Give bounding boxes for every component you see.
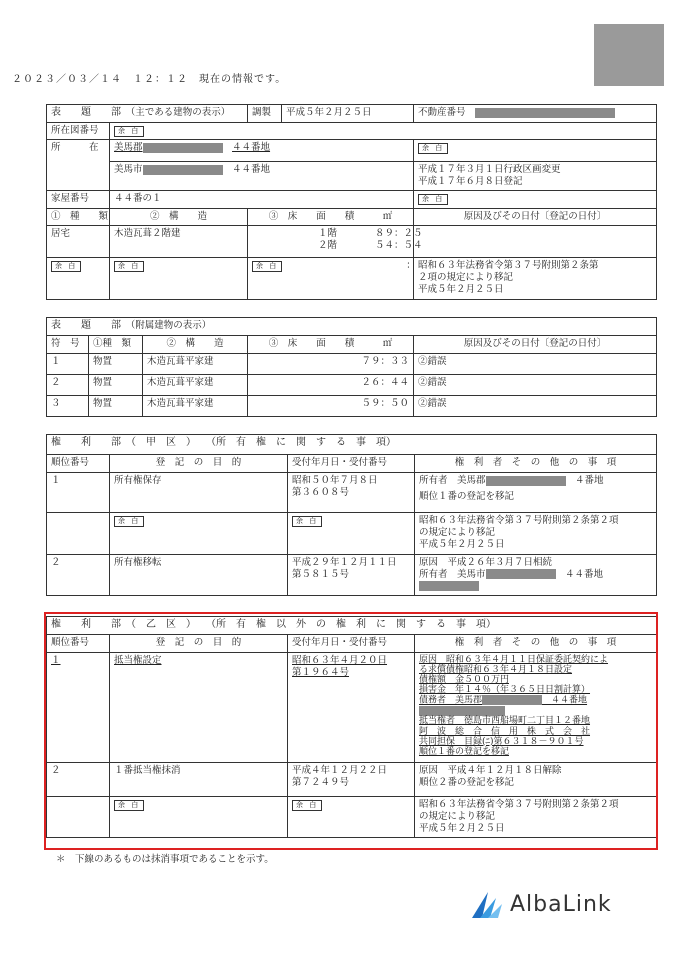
col-genin: 原因及びその日付〔登記の日付〕 bbox=[414, 208, 657, 225]
genin: ②錯誤 bbox=[414, 396, 657, 417]
chosei-date: 平成５年２月２５日 bbox=[282, 105, 414, 123]
shurui: 物置 bbox=[89, 396, 143, 417]
col-yuka: ③ 床 面 積 ㎡ bbox=[248, 336, 414, 354]
area: ７９：３３ bbox=[248, 354, 414, 375]
shozaizu-value: 余 白 bbox=[110, 123, 657, 140]
uketsuke: 余 白 bbox=[288, 797, 415, 838]
shurui: 物置 bbox=[89, 375, 143, 396]
fugo: ３ bbox=[47, 396, 89, 417]
kozo-value: 木造瓦葺２階建 bbox=[110, 225, 248, 257]
uketsuke: 平成４年１２月２２日 第７２４９号 bbox=[288, 763, 415, 797]
kenrisha: 原因 平成２６年３月７日相続 所有者 美馬市 ４４番地 bbox=[415, 555, 657, 596]
kozo: 木造瓦葺平家建 bbox=[143, 375, 248, 396]
juni: ２ bbox=[47, 555, 110, 596]
kou-table bbox=[46, 434, 657, 596]
mokuteki: 所有権移転 bbox=[110, 555, 288, 596]
hyodai-table bbox=[46, 104, 657, 300]
chosei-label: 調製 bbox=[248, 105, 282, 123]
mokuteki: 抵当権設定 bbox=[110, 653, 288, 763]
col-shurui: ① 種 類 bbox=[47, 208, 110, 225]
fuzoku-table bbox=[46, 317, 657, 417]
mokuteki: 所有権保存 bbox=[110, 473, 288, 513]
fugo: １ bbox=[47, 354, 89, 375]
juni: ２ bbox=[47, 763, 110, 797]
col-shurui: ①種 類 bbox=[89, 336, 143, 354]
juni: １ bbox=[47, 653, 110, 763]
mokuteki: 余 白 bbox=[110, 513, 288, 555]
blank-cell: 余 白 bbox=[110, 257, 248, 299]
kenrisha: 原因 昭和６３年４月１１日保証委託契約によ る求償債権昭和６３年４月１８日設定 債権額 金５００万円 損害金 年１４％（年３６５日日割計算） 債務者 美馬郡 ４４番地 抵当権者 徳島市西船場町二丁目１２番地 阿 波 総 合 信 用 株 式 会 社 共同担保 目録(ﾆ)第６３１８－９０１号 順位１番の登記を移記 bbox=[415, 653, 657, 763]
shozai-1-cause: 余 白 bbox=[414, 140, 657, 162]
uketsuke: 余 白 bbox=[288, 513, 415, 555]
col-uketsuke: 受付年月日・受付番号 bbox=[288, 635, 415, 653]
kenrisha: 原因 平成４年１２月１８日解除 順位２番の登記を移記 bbox=[415, 763, 657, 797]
kou-title: 権 利 部 （ 甲 区 ） （所 有 権 に 関 す る 事 項） bbox=[47, 435, 657, 455]
genin: ②錯誤 bbox=[414, 375, 657, 396]
albalink-logo-icon bbox=[470, 890, 504, 920]
col-kenrisha: 権 利 者 そ の 他 の 事 項 bbox=[415, 455, 657, 473]
otsu-title: 権 利 部 （ 乙 区 ） （所 有 権 以 外 の 権 利 に 関 す る 事 項） bbox=[47, 617, 657, 635]
fuzoku-title: 表 題 部 （附属建物の表示） bbox=[47, 318, 657, 336]
col-genin: 原因及びその日付〔登記の日付〕 bbox=[414, 336, 657, 354]
blank-cell: 余 白 bbox=[47, 257, 110, 299]
col-kenrisha: 権 利 者 そ の 他 の 事 項 bbox=[415, 635, 657, 653]
table-row bbox=[47, 396, 657, 417]
kenrisha: 所有者 美馬郡 ４番地 順位１番の登記を移記 bbox=[415, 473, 657, 513]
table-row bbox=[47, 513, 657, 555]
blank-cell: 余 白 ： bbox=[248, 257, 414, 299]
uketsuke: 昭和５０年７月８日 第３６０８号 bbox=[288, 473, 415, 513]
col-fugo: 符 号 bbox=[47, 336, 89, 354]
table-row bbox=[47, 354, 657, 375]
albalink-logo-text: AlbaLink bbox=[510, 892, 612, 918]
shurui: 物置 bbox=[89, 354, 143, 375]
col-uketsuke: 受付年月日・受付番号 bbox=[288, 455, 415, 473]
shozai-2-cause: 平成１７年３月１日行政区画変更 平成１７年６月８日登記 bbox=[414, 162, 657, 191]
mokuteki: １番抵当権抹消 bbox=[110, 763, 288, 797]
yuka-value: １階 ８９：２５ ２階 ５４：５４ bbox=[248, 225, 414, 257]
move-note: 昭和６３年法務省令第３７号附則第２条第 ２項の規定により移記 平成５年２月２５日 bbox=[414, 257, 657, 299]
area: ５９：５０ bbox=[248, 396, 414, 417]
redaction-box bbox=[594, 24, 664, 86]
shozai-2: 美馬市 ４４番地 bbox=[110, 162, 414, 191]
table-row bbox=[47, 555, 657, 596]
timestamp: ２０２３／０３／１４ １２：１２ 現在の情報です。 bbox=[12, 74, 287, 85]
albalink-logo bbox=[470, 890, 612, 920]
kozo: 木造瓦葺平家建 bbox=[143, 354, 248, 375]
kaoku-value: ４４番の１ bbox=[110, 190, 414, 208]
genin-value bbox=[414, 225, 657, 257]
shozai-label: 所 在 bbox=[47, 140, 110, 191]
kaoku-cause: 余 白 bbox=[414, 190, 657, 208]
mokuteki: 余 白 bbox=[110, 797, 288, 838]
shozaizu-label: 所在図番号 bbox=[47, 123, 110, 140]
table-row bbox=[47, 375, 657, 396]
area: ２６：４４ bbox=[248, 375, 414, 396]
juni bbox=[47, 513, 110, 555]
highlight-frame bbox=[44, 612, 658, 850]
shozai-1: 美馬郡 ４４番地 bbox=[110, 140, 414, 162]
kaoku-label: 家屋番号 bbox=[47, 190, 110, 208]
col-mokuteki: 登 記 の 目 的 bbox=[110, 455, 288, 473]
col-juni: 順位番号 bbox=[47, 455, 110, 473]
col-juni: 順位番号 bbox=[47, 635, 110, 653]
fugo: ２ bbox=[47, 375, 89, 396]
col-kozo: ② 構 造 bbox=[110, 208, 248, 225]
shurui-value: 居宅 bbox=[47, 225, 110, 257]
fudosan-number: 不動産番号 bbox=[414, 105, 657, 123]
footnote: ＊ 下線のあるものは抹消事項であることを示す。 bbox=[56, 854, 274, 865]
uketsuke: 平成２９年１２月１１日 第５８１５号 bbox=[288, 555, 415, 596]
redaction bbox=[475, 108, 615, 118]
juni: １ bbox=[47, 473, 110, 513]
kenrisha: 昭和６３年法務省令第３７号附則第２条第２項 の規定により移記 平成５年２月２５日 bbox=[415, 797, 657, 838]
kozo: 木造瓦葺平家建 bbox=[143, 396, 248, 417]
hyodai-title: 表 題 部 （主である建物の表示） bbox=[47, 105, 248, 123]
col-mokuteki: 登 記 の 目 的 bbox=[110, 635, 288, 653]
col-kozo: ② 構 造 bbox=[143, 336, 248, 354]
kenrisha: 昭和６３年法務省令第３７号附則第２条第２項 の規定により移記 平成５年２月２５日 bbox=[415, 513, 657, 555]
col-yuka: ③ 床 面 積 ㎡ bbox=[248, 208, 414, 225]
genin: ②錯誤 bbox=[414, 354, 657, 375]
uketsuke: 昭和６３年４月２０日 第１９６４号 bbox=[288, 653, 415, 763]
table-row bbox=[47, 473, 657, 513]
